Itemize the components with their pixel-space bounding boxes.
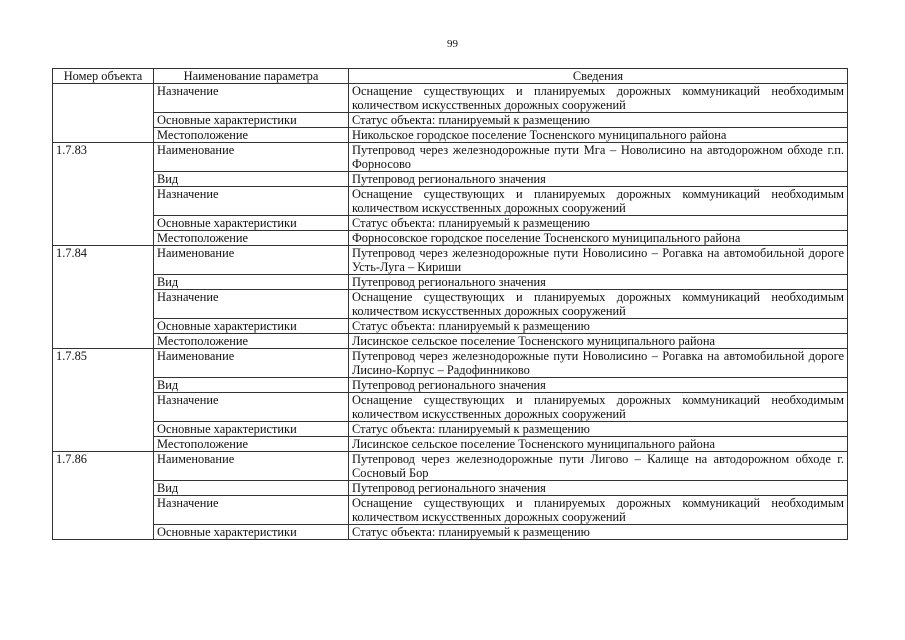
table-header-row	[53, 69, 848, 84]
parameter-name-cell: Местоположение	[154, 231, 349, 246]
details-cell: Путепровод регионального значения	[349, 172, 848, 187]
table-row	[53, 349, 848, 378]
details-cell: Путепровод через железнодорожные пути Новолисино – Рогавка на автомобильной дороге Усть-Луга – Кириши	[349, 246, 848, 275]
parameter-name-cell: Назначение	[154, 187, 349, 216]
details-cell: Оснащение существующих и планируемых дорожных коммуникаций необходимым количеством искусственных дорожных сооружений	[349, 393, 848, 422]
parameter-name-cell: Местоположение	[154, 334, 349, 349]
table-row	[53, 246, 848, 275]
parameter-name-cell: Основные характеристики	[154, 113, 349, 128]
table-row	[53, 290, 848, 319]
parameter-name-cell: Вид	[154, 172, 349, 187]
parameter-name-cell: Основные характеристики	[154, 422, 349, 437]
object-number-cell: 1.7.84	[53, 246, 154, 349]
details-cell: Оснащение существующих и планируемых дорожных коммуникаций необходимым количеством искусственных дорожных сооружений	[349, 290, 848, 319]
table-row	[53, 113, 848, 128]
table-body	[53, 84, 848, 540]
table-row	[53, 378, 848, 393]
details-cell: Форносовское городское поселение Тосненского муниципального района	[349, 231, 848, 246]
details-cell: Статус объекта: планируемый к размещению	[349, 216, 848, 231]
header-details: Сведения	[349, 69, 848, 84]
table-row	[53, 187, 848, 216]
table-row	[53, 437, 848, 452]
object-number-cell	[53, 84, 154, 143]
table-row	[53, 422, 848, 437]
details-cell: Путепровод регионального значения	[349, 378, 848, 393]
details-cell: Путепровод регионального значения	[349, 481, 848, 496]
parameter-name-cell: Назначение	[154, 393, 349, 422]
parameter-name-cell: Назначение	[154, 290, 349, 319]
details-cell: Статус объекта: планируемый к размещению	[349, 113, 848, 128]
parameter-name-cell: Наименование	[154, 452, 349, 481]
parameter-name-cell: Основные характеристики	[154, 525, 349, 540]
parameter-name-cell: Вид	[154, 378, 349, 393]
parameter-name-cell: Наименование	[154, 143, 349, 172]
parameter-name-cell: Местоположение	[154, 128, 349, 143]
table-row	[53, 128, 848, 143]
header-parameter-name: Наименование параметра	[154, 69, 349, 84]
parameter-name-cell: Местоположение	[154, 437, 349, 452]
details-cell: Статус объекта: планируемый к размещению	[349, 319, 848, 334]
table-row	[53, 216, 848, 231]
table-row	[53, 525, 848, 540]
table-row	[53, 481, 848, 496]
details-cell: Лисинское сельское поселение Тосненского муниципального района	[349, 334, 848, 349]
table-row	[53, 231, 848, 246]
details-cell: Путепровод через железнодорожные пути Лигово – Калище на автодорожном обходе г. Сосновый Бор	[349, 452, 848, 481]
object-number-cell: 1.7.85	[53, 349, 154, 452]
parameter-name-cell: Назначение	[154, 84, 349, 113]
details-cell: Оснащение существующих и планируемых дорожных коммуникаций необходимым количеством искусственных дорожных сооружений	[349, 84, 848, 113]
parameter-name-cell: Наименование	[154, 246, 349, 275]
details-cell: Путепровод регионального значения	[349, 275, 848, 290]
object-number-cell: 1.7.86	[53, 452, 154, 540]
parameter-name-cell: Вид	[154, 275, 349, 290]
table-row	[53, 319, 848, 334]
details-cell: Статус объекта: планируемый к размещению	[349, 525, 848, 540]
table-row	[53, 84, 848, 113]
table-row	[53, 496, 848, 525]
parameter-name-cell: Наименование	[154, 349, 349, 378]
details-cell: Оснащение существующих и планируемых дорожных коммуникаций необходимым количеством искусственных дорожных сооружений	[349, 496, 848, 525]
header-object-number: Номер объекта	[53, 69, 154, 84]
details-cell: Путепровод через железнодорожные пути Новолисино – Рогавка на автомобильной дороге Лисино-Корпус – Радофинниково	[349, 349, 848, 378]
parameter-name-cell: Вид	[154, 481, 349, 496]
object-number-cell: 1.7.83	[53, 143, 154, 246]
table-row	[53, 393, 848, 422]
parameter-name-cell: Назначение	[154, 496, 349, 525]
table-row	[53, 172, 848, 187]
page-number: 99	[447, 38, 458, 50]
details-cell: Никольское городское поселение Тосненского муниципального района	[349, 128, 848, 143]
objects-table	[52, 68, 848, 540]
details-cell: Лисинское сельское поселение Тосненского муниципального района	[349, 437, 848, 452]
details-cell: Статус объекта: планируемый к размещению	[349, 422, 848, 437]
table-row	[53, 334, 848, 349]
parameter-name-cell: Основные характеристики	[154, 319, 349, 334]
parameter-name-cell: Основные характеристики	[154, 216, 349, 231]
details-cell: Оснащение существующих и планируемых дорожных коммуникаций необходимым количеством искусственных дорожных сооружений	[349, 187, 848, 216]
table-row	[53, 452, 848, 481]
details-cell: Путепровод через железнодорожные пути Мга – Новолисино на автодорожном обходе г.п. Форносово	[349, 143, 848, 172]
table-row	[53, 275, 848, 290]
table-row	[53, 143, 848, 172]
